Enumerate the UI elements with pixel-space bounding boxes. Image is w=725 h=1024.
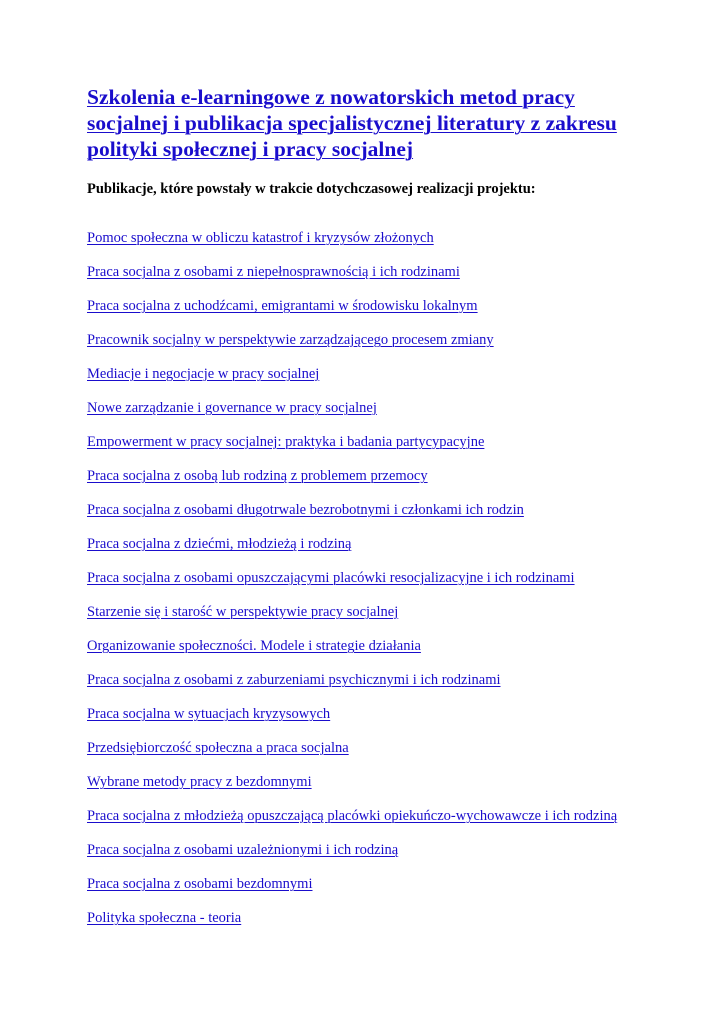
list-item bbox=[87, 467, 687, 501]
publication-link[interactable]: Praca socjalna z młodzieżą opuszczającą placówki opiekuńczo-wychowawcze i ich rodziną bbox=[87, 808, 618, 824]
list-item bbox=[87, 671, 687, 705]
list-item bbox=[87, 603, 687, 637]
publication-link[interactable]: Przedsiębiorczość społeczna a praca socjalna bbox=[87, 740, 349, 756]
publication-link[interactable]: Praca socjalna z osobami uzależnionymi i ich rodziną bbox=[87, 842, 399, 858]
list-item bbox=[87, 331, 687, 365]
list-item bbox=[87, 229, 687, 263]
publication-link[interactable]: Empowerment w pracy socjalnej: praktyka i badania partycypacyjne bbox=[87, 434, 485, 450]
list-item bbox=[87, 705, 687, 739]
publication-link[interactable]: Polityka społeczna - teoria bbox=[87, 910, 242, 926]
publication-link[interactable]: Praca socjalna z osobami opuszczającymi placówki resocjalizacyjne i ich rodzinami bbox=[87, 570, 575, 586]
publication-link[interactable]: Starzenie się i starość w perspektywie pracy socjalnej bbox=[87, 604, 399, 620]
publication-link[interactable]: Praca socjalna z osobą lub rodziną z problemem przemocy bbox=[87, 468, 428, 484]
list-item bbox=[87, 807, 687, 841]
publication-link[interactable]: Organizowanie społeczności. Modele i strategie działania bbox=[87, 638, 421, 654]
list-item bbox=[87, 535, 687, 569]
list-item bbox=[87, 637, 687, 671]
publication-link[interactable]: Praca socjalna w sytuacjach kryzysowych bbox=[87, 706, 331, 722]
publication-link[interactable]: Praca socjalna z osobami z zaburzeniami psychicznymi i ich rodzinami bbox=[87, 672, 501, 688]
list-item bbox=[87, 841, 687, 875]
page-title-link[interactable]: Szkolenia e-learningowe z nowatorskich metod pracy socjalnej i publikacja specjalistycznej literatury z zakresu polityki społecznej i pracy socjalnej bbox=[87, 85, 617, 161]
list-item bbox=[87, 365, 687, 399]
list-item bbox=[87, 433, 687, 467]
publication-link[interactable]: Praca socjalna z osobami z niepełnosprawnością i ich rodzinami bbox=[87, 264, 460, 280]
document-page bbox=[87, 84, 647, 926]
list-item bbox=[87, 297, 687, 331]
list-item bbox=[87, 263, 687, 297]
publication-link[interactable]: Wybrane metody pracy z bezdomnymi bbox=[87, 774, 312, 790]
publication-link[interactable]: Pomoc społeczna w obliczu katastrof i kryzysów złożonych bbox=[87, 230, 434, 246]
publication-link[interactable]: Mediacje i negocjacje w pracy socjalnej bbox=[87, 366, 320, 382]
publication-link[interactable]: Praca socjalna z dziećmi, młodzieżą i rodziną bbox=[87, 536, 352, 552]
publication-link[interactable]: Praca socjalna z uchodźcami, emigrantami w środowisku lokalnym bbox=[87, 298, 478, 314]
publication-list bbox=[87, 229, 687, 943]
list-item bbox=[87, 501, 687, 535]
publications-intro: Publikacje, które powstały w trakcie dotychczasowej realizacji projektu: bbox=[87, 181, 536, 197]
publication-link[interactable]: Praca socjalna z osobami bezdomnymi bbox=[87, 876, 313, 892]
list-item bbox=[87, 569, 687, 603]
publication-link[interactable]: Nowe zarządzanie i governance w pracy socjalnej bbox=[87, 400, 377, 416]
list-item bbox=[87, 909, 687, 943]
list-item bbox=[87, 739, 687, 773]
publication-link[interactable]: Pracownik socjalny w perspektywie zarządzającego procesem zmiany bbox=[87, 332, 494, 348]
list-item bbox=[87, 399, 687, 433]
list-item bbox=[87, 773, 687, 807]
list-item bbox=[87, 875, 687, 909]
publication-link[interactable]: Praca socjalna z osobami długotrwale bezrobotnymi i członkami ich rodzin bbox=[87, 502, 524, 518]
